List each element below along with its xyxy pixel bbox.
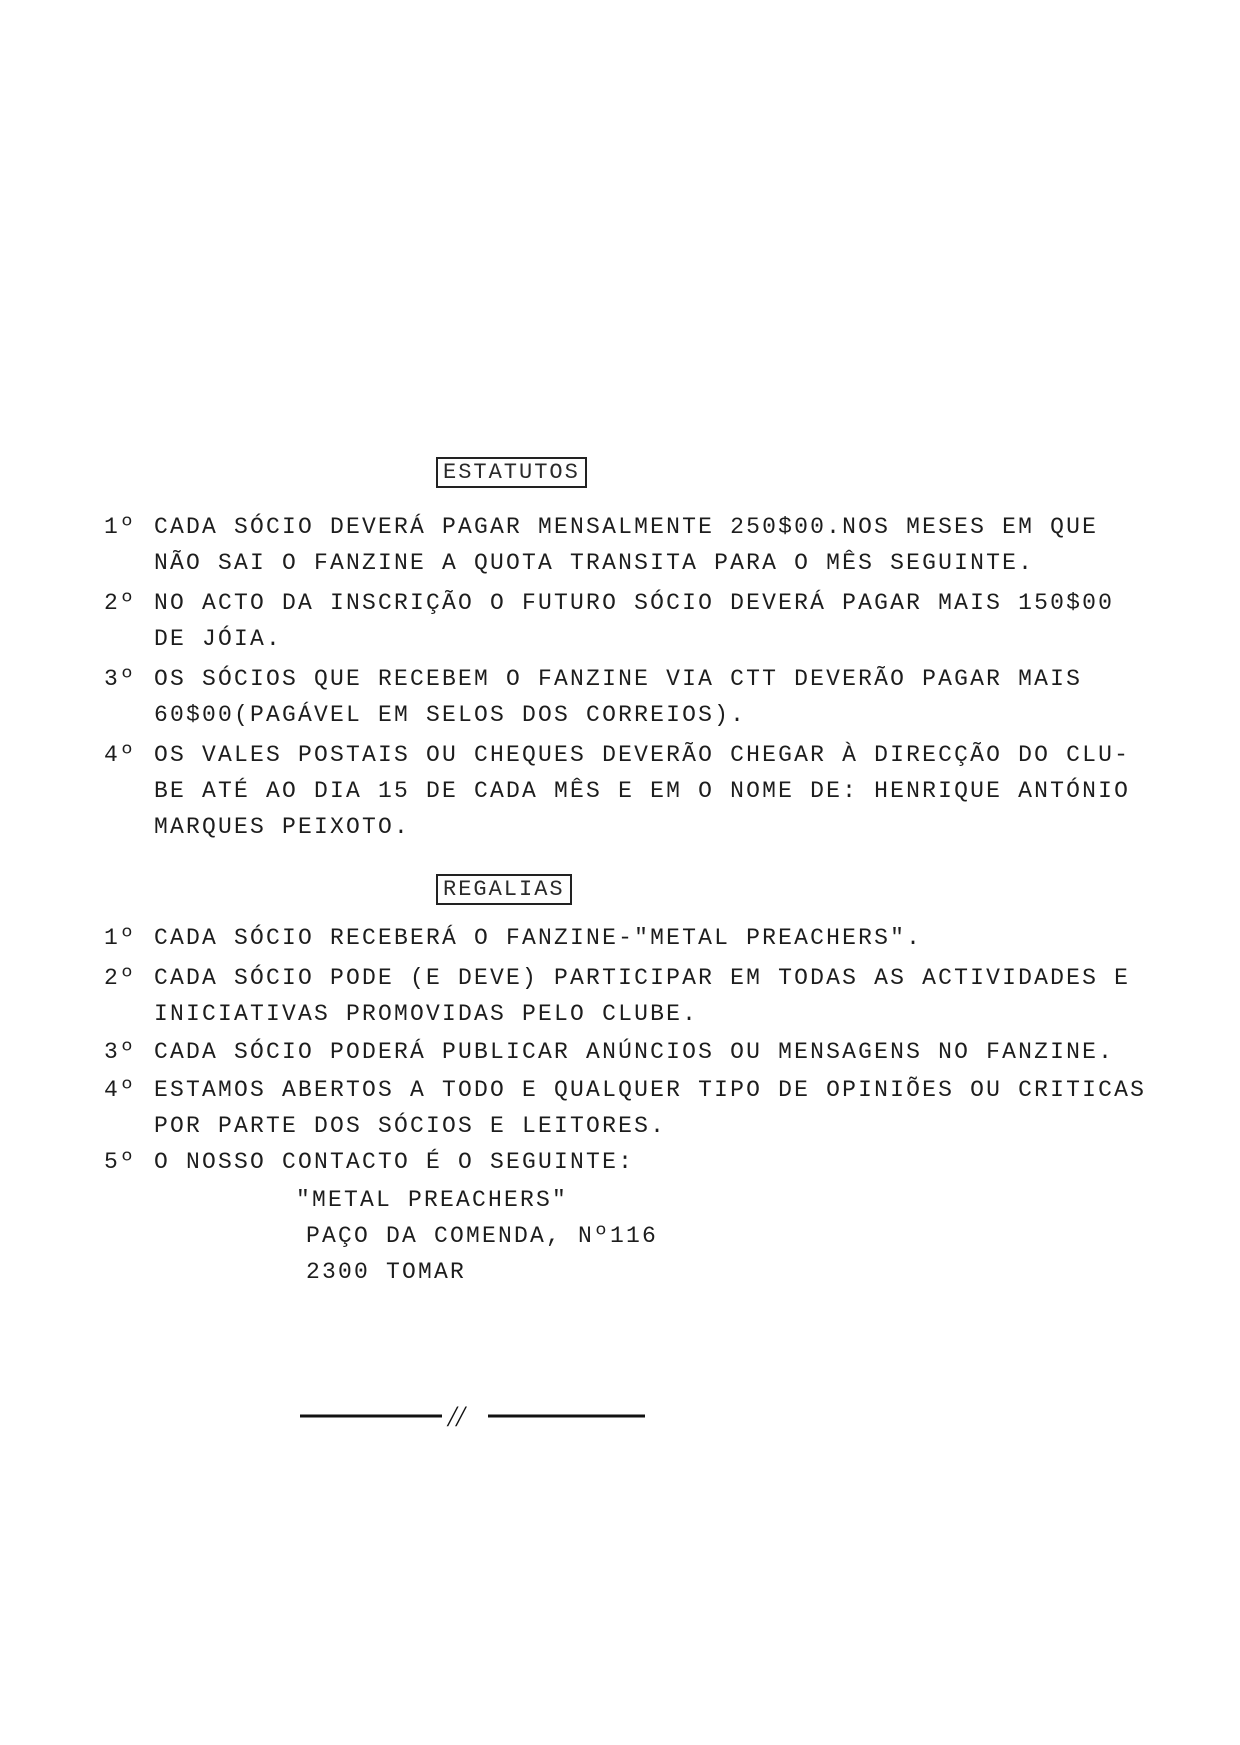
statute-text-line: OS SÓCIOS QUE RECEBEM O FANZINE VIA CTT DEVERÃO PAGAR MAIS	[154, 666, 1083, 692]
perk-item-1	[104, 920, 1184, 956]
statute-item-4	[104, 737, 1184, 845]
perk-text-line: O NOSSO CONTACTO É O SEGUINTE:	[154, 1149, 635, 1175]
perk-item-5	[104, 1144, 1184, 1180]
perk-text-line: INICIATIVAS PROMOVIDAS PELO CLUBE.	[154, 1001, 699, 1027]
statute-item-2	[104, 585, 1184, 657]
statute-number: 2º	[104, 590, 137, 616]
perk-text-line: ESTAMOS ABERTOS A TODO E QUALQUER TIPO DE OPINIÕES OU CRITICAS	[154, 1077, 1147, 1103]
perk-number: 2º	[104, 965, 137, 991]
perk-text-line: CADA SÓCIO PODE (E DEVE) PARTICIPAR EM TODAS AS ACTIVIDADES E	[154, 965, 1131, 991]
statute-text-line: OS VALES POSTAIS OU CHEQUES DEVERÃO CHEGAR À DIRECÇÃO DO CLU-	[154, 742, 1131, 768]
perks-heading: REGALIAS	[436, 874, 572, 905]
perk-number: 4º	[104, 1077, 137, 1103]
statute-text-line: BE ATÉ AO DIA 15 DE CADA MÊS E EM O NOME DE: HENRIQUE ANTÓNIO	[154, 778, 1131, 804]
perk-number: 1º	[104, 925, 137, 951]
statute-number: 3º	[104, 666, 137, 692]
perk-item-4	[104, 1072, 1184, 1144]
end-mark	[300, 1402, 650, 1432]
address-name: "METAL PREACHERS"	[296, 1187, 569, 1213]
statute-text-line: CADA SÓCIO DEVERÁ PAGAR MENSALMENTE 250$00.NOS MESES EM QUE	[154, 514, 1099, 540]
statute-number: 1º	[104, 514, 137, 540]
statute-text-line: NÃO SAI O FANZINE A QUOTA TRANSITA PARA O MÊS SEGUINTE.	[154, 550, 1035, 576]
perk-text-line: POR PARTE DOS SÓCIOS E LEITORES.	[154, 1113, 667, 1139]
perk-text-line: CADA SÓCIO RECEBERÁ O FANZINE-"METAL PREACHERS".	[154, 925, 923, 951]
perk-item-3	[104, 1034, 1184, 1070]
perk-text-line: CADA SÓCIO PODERÁ PUBLICAR ANÚNCIOS OU MENSAGENS NO FANZINE.	[154, 1039, 1115, 1065]
address-street: PAÇO DA COMENDA, Nº116	[306, 1223, 659, 1249]
statute-item-1	[104, 509, 1184, 581]
statute-item-3	[104, 661, 1184, 733]
statutes-heading: ESTATUTOS	[436, 457, 587, 488]
perk-number: 3º	[104, 1039, 137, 1065]
end-mark-symbol: //	[448, 1402, 465, 1432]
statute-text-line: MARQUES PEIXOTO.	[154, 814, 411, 840]
statute-text-line: DE JÓIA.	[154, 626, 283, 652]
perk-item-2	[104, 960, 1184, 1032]
statute-text-line: 60$00(PAGÁVEL EM SELOS DOS CORREIOS).	[154, 702, 747, 728]
statute-text-line: NO ACTO DA INSCRIÇÃO O FUTURO SÓCIO DEVERÁ PAGAR MAIS 150$00	[154, 590, 1115, 616]
address-city: 2300 TOMAR	[306, 1259, 467, 1285]
perk-number: 5º	[104, 1149, 137, 1175]
contact-address	[296, 1182, 658, 1290]
statute-number: 4º	[104, 742, 137, 768]
